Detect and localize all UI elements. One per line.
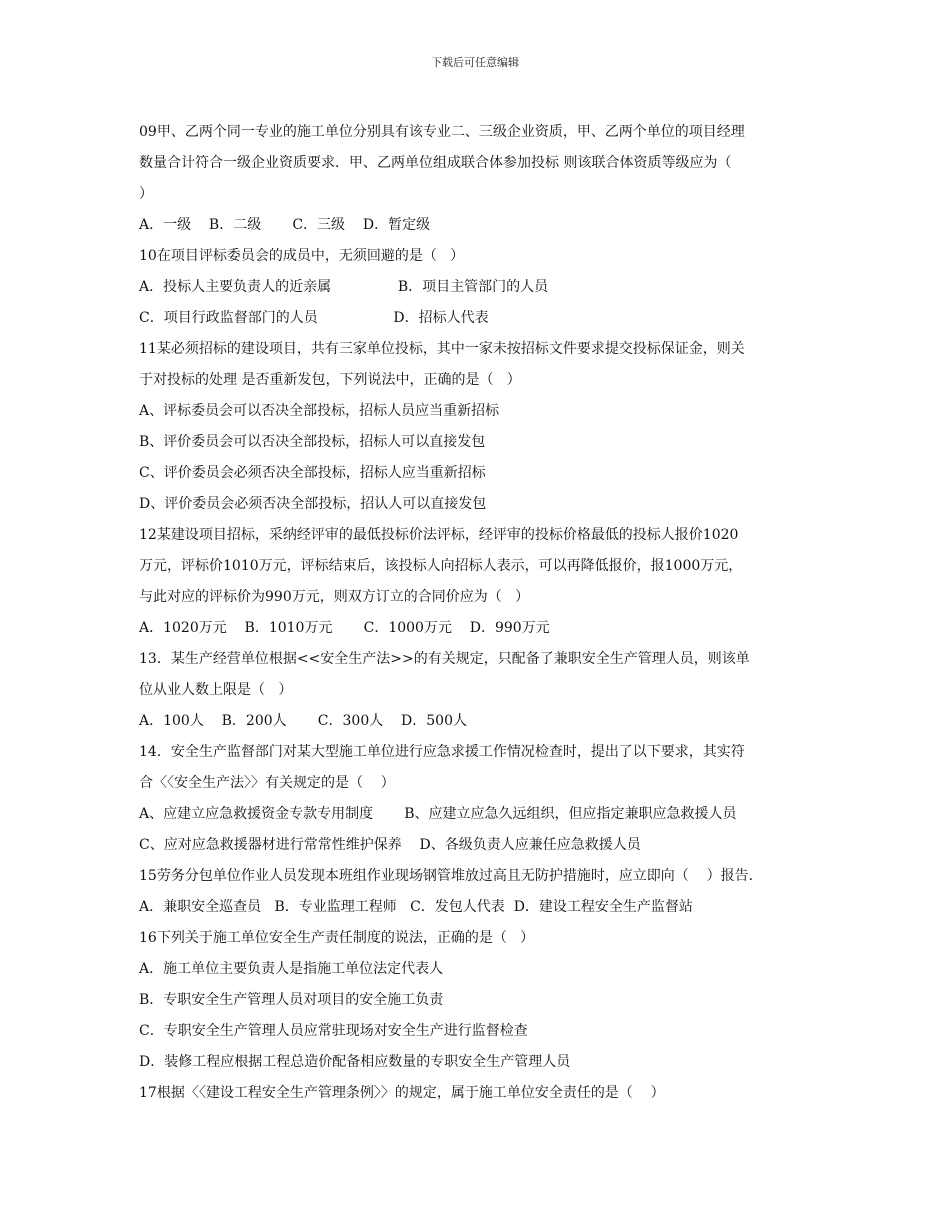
text-line: A、评标委员会可以否决全部投标，招标人员应当重新招标 [139,403,500,419]
text-line: A．投标人主要负责人的近亲属 B．项目主管部门的人员 [139,279,549,295]
text-line: C．专职安全生产管理人员应常驻现场对安全生产进行监督检查 [139,1023,528,1039]
text-line: A．一级 B．二级 C．三级 D．暂定级 [139,217,431,233]
text-line: 位从业人数上限是（ ） [139,682,293,698]
text-line: A．100人 B．200人 C．300人 D．500人 [139,713,467,729]
text-line: 万元，评标价1010万元，评标结束后，该投标人向招标人表示，可以再降低报价，报1000万元， [139,558,743,574]
text-line: C、应对应急救援器材进行常常性维护保养 D、各级负责人应兼任应急救援人员 [139,837,641,853]
text-line: 10在项目评标委员会的成员中，无须回避的是（ ） [139,248,465,264]
text-line: 12某建设项目招标，采纳经评审的最低投标价法评标，经评审的投标价格最低的投标人报价1020 [139,527,739,543]
text-line: B、评价委员会可以否决全部投标，招标人可以直接发包 [139,434,486,450]
text-line: 数量合计符合一级企业资质要求．甲、乙两单位组成联合体参加投标 则该联合体资质等级应为（ [139,155,732,171]
text-line: 17根据〈〈建设工程安全生产管理条例〉〉的规定，属于施工单位安全责任的是（ ） [139,1085,665,1101]
document-body [139,117,819,1109]
text-line: 16下列关于施工单位安全生产责任制度的说法，正确的是（ ） [139,930,535,946]
text-line: 15劳务分包单位作业人员发现本班组作业现场钢管堆放过高且无防护措施时，应立即向（ ）报告． [139,868,763,884]
text-line: A．兼职安全巡查员 B．专业监理工程师 C．发包人代表 D．建设工程安全生产监督站 [139,899,693,915]
text-line: 与此对应的评标价为990万元，则双方订立的合同价应为（ ） [139,589,530,605]
text-line: C．项目行政监督部门的人员 D．招标人代表 [139,310,489,326]
text-line: A、应建立应急救援资金专款专用制度 B、应建立应急久远组织，但应指定兼职应急救援人员 [139,806,737,822]
text-line: 14．安全生产监督部门对某大型施工单位进行应急求援工作情况检查时，提出了以下要求，其实符 [139,744,745,760]
text-line: 09甲、乙两个同一专业的施工单位分别具有该专业二、三级企业资质，甲、乙两个单位的项目经理 [139,124,745,140]
page-header: 下载后可任意编辑 [431,56,519,69]
text-line: 13．某生产经营单位根据<<安全生产法>>的有关规定，只配备了兼职安全生产管理人员，则该单 [139,651,750,667]
text-line: ） [139,186,153,202]
text-line: 合〈〈安全生产法〉〉有关规定的是（ ） [139,775,395,791]
text-line: A．1020万元 B．1010万元 C．1000万元 D．990万元 [139,620,550,636]
text-line: D、评价委员会必须否决全部投标，招认人可以直接发包 [139,496,487,512]
text-line: A．施工单位主要负责人是指施工单位法定代表人 [139,961,444,977]
text-line: 于对投标的处理 是否重新发包，下列说法中，正确的是（ ） [139,372,521,388]
text-line: 11某必须招标的建设项目，共有三家单位投标，其中一家未按招标文件要求提交投标保证金，则关 [139,341,745,357]
text-line: B．专职安全生产管理人员对项目的安全施工负责 [139,992,444,1008]
text-line: C、评价委员会必须否决全部投标，招标人应当重新招标 [139,465,486,481]
text-line: D．装修工程应根据工程总造价配备相应数量的专职安全生产管理人员 [139,1054,571,1070]
